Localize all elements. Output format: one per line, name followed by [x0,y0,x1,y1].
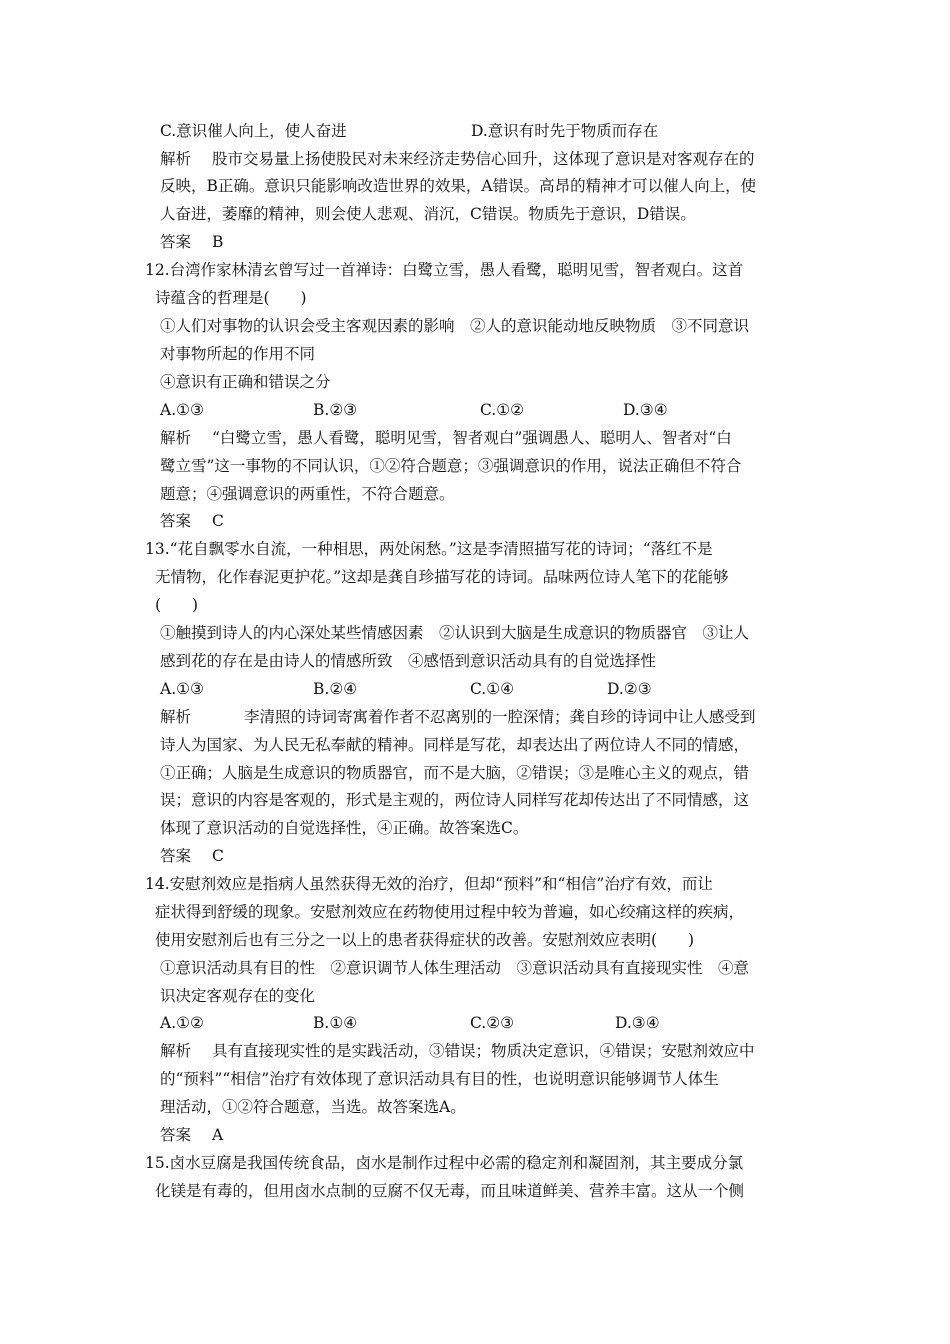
answer-label: 答案 [160,1126,192,1144]
q14-stem: 使用安慰剂后也有三分之一以上的患者获得症状的改善。安慰剂效应表明( ) [155,931,695,949]
q14-item: 识决定客观存在的变化 [160,987,316,1005]
q12-item: ①人们对事物的认识会受主客观因素的影响 ②人的意识能动地反映物质 ③不同意识 [160,317,750,335]
q11-analysis-line: 解析 股市交易量上扬使股民对未来经济走势信心回升，这体现了意识是对客观存在的 [160,150,755,168]
q12-item: 对事物所起的作用不同 [160,345,316,363]
q14-option-a: A.①② [160,1014,204,1032]
q13-analysis-line: 误；意识的内容是客观的，形式是主观的，两位诗人同样写花却传达出了不同情感，这 [160,791,750,809]
q15-stem: 化镁是有毒的，但用卤水点制的豆腐不仅无毒，而且味道鲜美、营养丰富。这从一个侧 [155,1182,745,1200]
q12-stem: 12.台湾作家林清玄曾写过一首禅诗：白鹭立雪，愚人看鹭，聪明见雪，智者观白。这首 [145,261,744,279]
q13-analysis-line: ①正确；人脑是生成意识的物质器官，而不是大脑，②错误；③是唯心主义的观点，错 [160,764,750,782]
q12-option-c: C.①② [480,401,525,419]
q13-stem: ( ) [155,596,199,614]
answer-label: 答案 [160,233,192,251]
q11-analysis-line: 反映，B正确。意识只能影响改造世界的效果，A错误。高昂的精神才可以催人向上，使 [160,177,757,195]
q14-item: ①意识活动具有目的性 ②意识调节人体生理活动 ③意识活动具有直接现实性 ④意 [160,959,750,977]
q11-answer: 答案 B [160,233,224,251]
q14-analysis-line: 理活动，①②符合题意，当选。故答案选A。 [160,1098,466,1116]
analysis-label: 解析 [160,429,192,447]
q13-analysis-line: 诗人为国家、为人民无私奉献的精神。同样是写花，却表达出了两位诗人不同的情感， [160,736,750,754]
q13-stem: 13.“花自飘零水自流，一种相思，两处闲愁。”这是李清照描写花的诗词；“落红不是 [145,540,713,558]
q13-item: ①触摸到诗人的内心深处某些情感因素 ②认识到大脑是生成意识的物质器官 ③让人 [160,624,750,642]
analysis-label: 解析 [160,708,192,726]
q13-analysis-line: 解析 李清照的诗词寄寓着作者不忍离别的一腔深情；龚自珍的诗词中让人感受到 [160,708,756,726]
q13-option-a: A.①③ [160,680,204,698]
q13-option-c: C.①④ [470,680,515,698]
q14-analysis-line: 解析 具有直接现实性的是实践活动，③错误；物质决定意识，④错误；安慰剂效应中 [160,1042,755,1060]
q14-analysis-line: 的“预料”“相信”治疗有效体现了意识活动具有目的性，也说明意识能够调节人体生 [160,1070,719,1088]
q14-option-d: D.③④ [615,1014,660,1032]
q11-analysis-line: 人奋进，萎靡的精神，则会使人悲观、消沉，C错误。物质先于意识，D错误。 [160,205,696,223]
q14-stem: 14.安慰剂效应是指病人虽然获得无效的治疗，但却“预料”和“相信”治疗有效，而让 [145,875,713,893]
q14-option-c: C.②③ [470,1014,515,1032]
answer-label: 答案 [160,512,192,530]
q15-stem: 15.卤水豆腐是我国传统食品，卤水是制作过程中必需的稳定剂和凝固剂，其主要成分氯 [145,1154,744,1172]
q12-analysis-line: 鹭立雪”这一事物的不同认识，①②符合题意；③强调意识的作用，说法正确但不符合 [160,457,742,475]
q13-item: 感到花的存在是由诗人的情感所致 ④感悟到意识活动具有的自觉选择性 [160,652,657,670]
q11-option-c: C.意识催人向上，使人奋进 [160,122,347,140]
q14-option-b: B.①④ [313,1014,358,1032]
q12-analysis-line: 题意；④强调意识的两重性，不符合题意。 [160,485,455,503]
q12-option-d: D.③④ [623,401,668,419]
q12-option-a: A.①③ [160,401,204,419]
q12-item: ④意识有正确和错误之分 [160,373,331,391]
q12-stem: 诗蕴含的哲理是( ) [155,289,307,307]
q13-analysis-line: 体现了意识活动的自觉选择性，④正确。故答案选C。 [160,819,529,837]
q12-analysis-line: 解析 “白鹭立雪，愚人看鹭，聪明见雪，智者观白”强调愚人、聪明人、智者对“白 [160,429,732,447]
answer-label: 答案 [160,847,192,865]
q12-answer: 答案 C [160,512,224,530]
q13-option-b: B.②④ [313,680,358,698]
q14-stem: 症状得到舒缓的现象。安慰剂效应在药物使用过程中较为普遍，如心绞痛这样的疾病， [155,903,745,921]
q12-option-b: B.②③ [313,401,358,419]
q13-answer: 答案 C [160,847,224,865]
analysis-label: 解析 [160,1042,192,1060]
q11-option-d: D.意识有时先于物质而存在 [471,122,659,140]
q14-answer: 答案 A [160,1126,224,1144]
analysis-label: 解析 [160,150,192,168]
q13-stem: 无情物，化作春泥更护花。”这却是龚自珍描写花的诗词。品味两位诗人笔下的花能够 [155,568,729,586]
q13-option-d: D.②③ [607,680,652,698]
